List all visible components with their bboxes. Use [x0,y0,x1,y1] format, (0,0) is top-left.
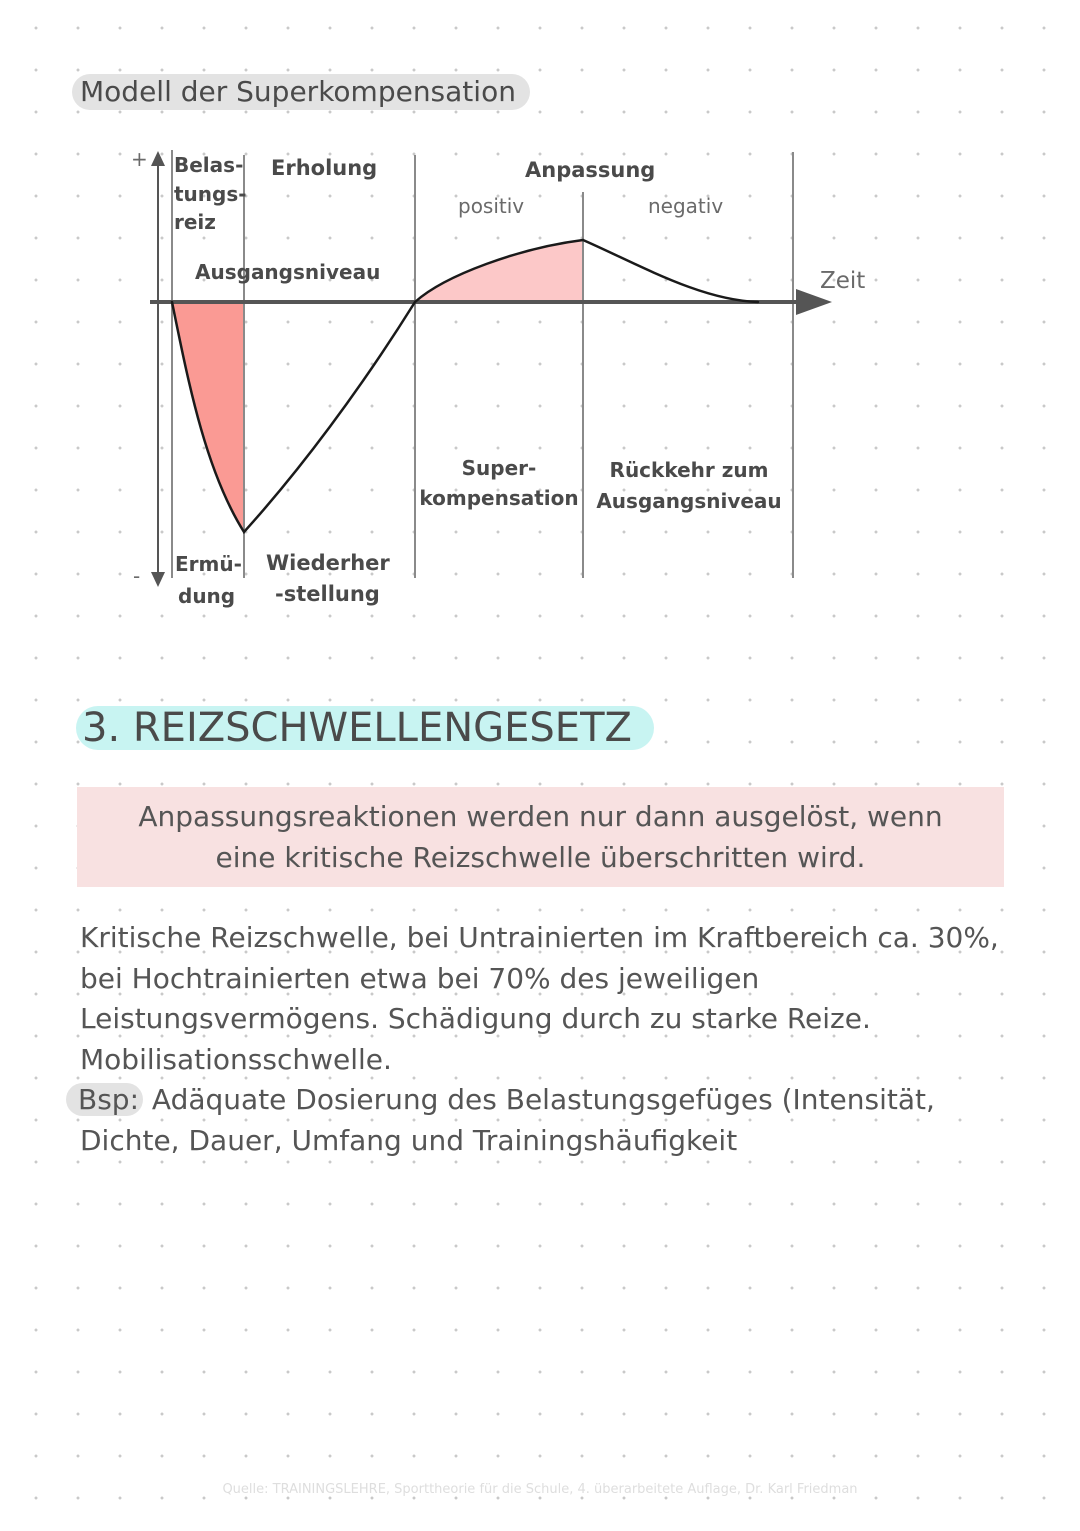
example-text: Adäquate Dosierung des Belastungsgefüges (Intensität, Dichte, Dauer, Umfang und Trainingshäufigkeit [80,1083,935,1157]
fatigue-label-line1: Ermü- [175,552,242,576]
plus-label: + [131,147,148,171]
explanation-text: Kritische Reizschwelle, bei Untrainierten im Kraftbereich ca. 30%, bei Hochtrainierten etwa bei 70% des jeweiligen Leistungsvermögens. Schädigung durch zu starke Reize. Mobilisationsschwelle. [80,921,999,1076]
fatigue-label-line2: dung [178,584,236,608]
restoration-label-line1: Wiederher [266,551,390,575]
restoration-label-line2: -stellung [275,582,380,606]
supercompensation-area [415,240,583,302]
baseline-label: Ausgangsniveau [195,260,381,284]
section-heading: 3. REIZSCHWELLENGESETZ [76,706,654,750]
rule-highlight-box [77,787,1004,887]
time-label: Zeit [820,268,866,294]
return-label-line1: Rückkehr zum [609,458,769,482]
fatigue-area [172,302,244,532]
vertical-axis-arrow-down [151,572,165,587]
positive-label: positiv [458,194,525,218]
minus-label: - [133,564,141,588]
return-label-line2: Ausgangsniveau [596,489,782,513]
vertical-axis-arrow-up [151,151,165,166]
rule-text: Anpassungsreaktionen werden nur dann ausgelöst, wenn eine kritische Reizschwelle überschritten wird. [138,800,943,874]
source-note: Quelle: TRAININGSLEHRE, Sporttheorie für die Schule, 4. überarbeitete Auflage, Dr. Karl Friedman [222,1482,858,1497]
superkompensation-diagram [0,0,1080,640]
supercompensation-label-line1: Super- [461,456,537,480]
adaptation-label: Anpassung [525,158,656,182]
negative-label: negativ [648,194,724,218]
example-label: Bsp: [66,1083,143,1116]
diagram-title: Modell der Superkompensation [72,74,530,110]
stimulus-label-line2: tungs- [174,182,247,206]
example-paragraph [80,1080,1020,1161]
supercompensation-label-line2: kompensation [419,486,579,510]
stimulus-label-line3: reiz [174,210,216,234]
stimulus-label-line1: Belas- [174,153,244,177]
recovery-label: Erholung [271,156,378,180]
